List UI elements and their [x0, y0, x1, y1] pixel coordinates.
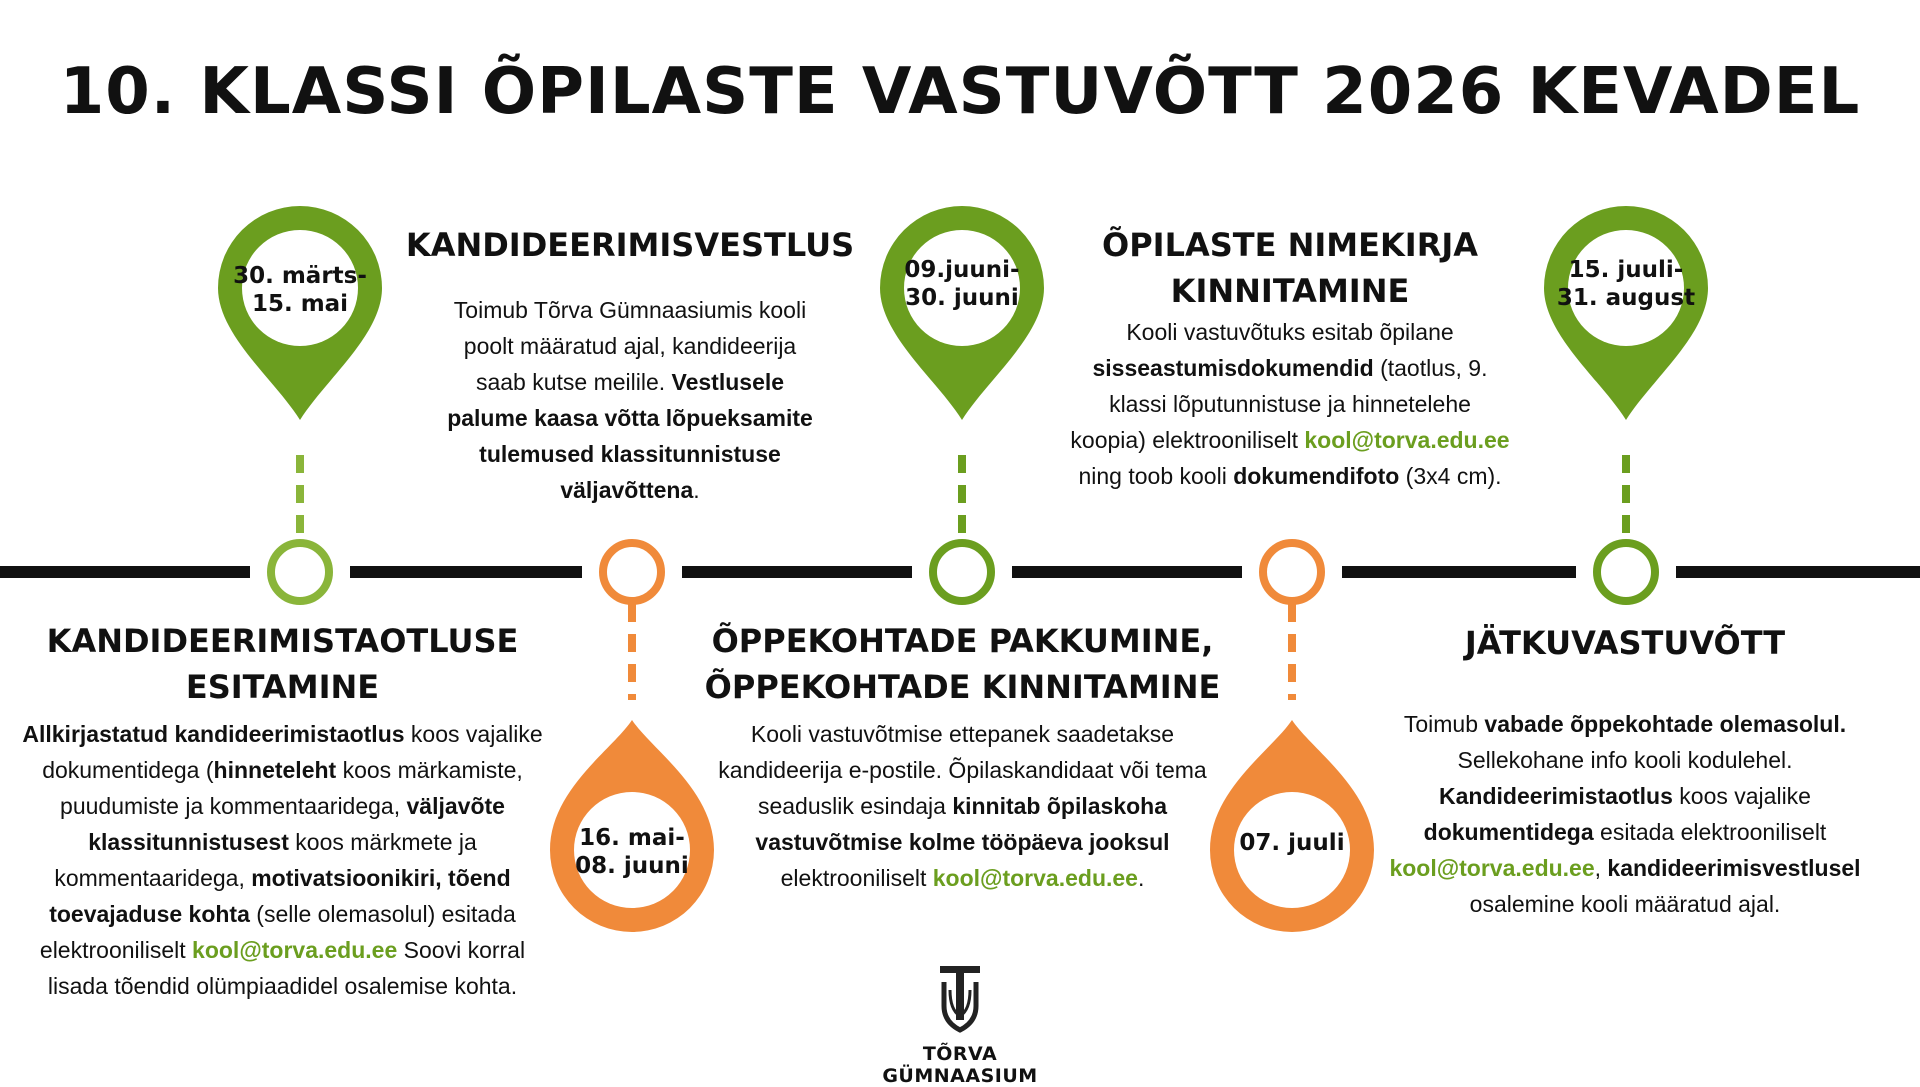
email-link[interactable]: kool@torva.edu.ee: [932, 865, 1138, 891]
step-application-text: Allkirjastatud kandideerimistaotlus koos vajalike dokumentidega (hinneteleht koos märkamiste, puudumiste ja kommentaaridega, väljavõte klassitunnistusest koos märkmete ja kommentaaridega, motivatsioonikiri, tõend toevajaduse kohta (selle olemasolul) esitada elektrooniliselt kool@torva.edu.ee Soovi korral lisada tõendid olümpiaadidel osalemise kohta.: [22, 721, 543, 999]
timeline-marker-1: [271, 543, 329, 601]
map-pin-icon: [880, 206, 1044, 420]
pin-date-1: 30. märts- 15. mai: [233, 263, 367, 317]
step-interview-heading: KANDIDEERIMISVESTLUS: [405, 226, 855, 264]
email-link[interactable]: kool@torva.edu.ee: [1389, 855, 1595, 881]
pin-date-2: 16. mai- 08. juuni: [575, 825, 689, 879]
pin-date-3: 09.juuni- 30. juuni: [904, 257, 1020, 311]
step-list: [1070, 222, 1510, 494]
step-application-heading: KANDIDEERIMISTAOTLUSE ESITAMINE: [46, 622, 519, 706]
school-crest-icon: [930, 960, 990, 1036]
step-continued-text: Toimub vabade õppekohtade olemasolul. Sellekohane info kooli kodulehel. Kandideerimistaotlus koos vajalike dokumentidega esitada elektrooniliselt kool@torva.edu.ee, kandideerimisvestlusel osalemine kooli määratud ajal.: [1389, 711, 1861, 917]
step-offers-heading: ÕPPEKOHTADE PAKKUMINE, ÕPPEKOHTADE KINNITAMINE: [704, 622, 1221, 706]
step-list-heading: ÕPILASTE NIMEKIRJA KINNITAMINE: [1102, 226, 1478, 310]
school-logo: [855, 960, 1065, 1087]
page-title: 10. KLASSI ÕPILASTE VASTUVÕTT 2026 KEVADEL: [59, 55, 1861, 129]
step-offers: [700, 618, 1225, 896]
email-link[interactable]: kool@torva.edu.ee: [192, 937, 398, 963]
step-interview-text: Toimub Tõrva Gümnaasiumis kooli poolt määratud ajal, kandideerija saab kutse meilile. Vestlusele palume kaasa võtta lõpueksamite tulemused klassitunnistuse väljavõttena.: [447, 297, 813, 503]
email-link[interactable]: kool@torva.edu.ee: [1304, 427, 1510, 453]
school-name: TÕRVA GÜMNAASIUM: [882, 1043, 1038, 1087]
timeline-marker-3: [933, 543, 991, 601]
timeline-marker-4: [1263, 543, 1321, 601]
timeline-marker-5: [1597, 543, 1655, 601]
timeline-marker-2: [603, 543, 661, 601]
drop-icon: [1210, 720, 1374, 932]
map-pin-icon: [1544, 206, 1708, 420]
step-application: [20, 618, 545, 1004]
step-list-text: Kooli vastuvõtuks esitab õpilane sisseastumisdokumendid (taotlus, 9. klassi lõputunnistuse ja hinnetelehe koopia) elektrooniliselt kool@torva.edu.ee ning toob kooli dokumendifoto (3x4 cm).: [1070, 319, 1510, 489]
step-continued: [1380, 620, 1870, 922]
step-continued-heading: JÄTKUVASTUVÕTT: [1464, 624, 1786, 662]
step-offers-text: Kooli vastuvõtmise ettepanek saadetakse kandideerija e-postile. Õpilaskandidaat või tema seaduslik esindaja kinnitab õpilaskoha vastuvõtmise kolme tööpäeva jooksul elektrooniliselt kool@torva.edu.ee.: [718, 721, 1207, 891]
step-interview: [400, 222, 860, 508]
pin-date-4: 07. juuli: [1239, 830, 1345, 856]
pin-date-5: 15. juuli- 31. august: [1556, 257, 1696, 311]
